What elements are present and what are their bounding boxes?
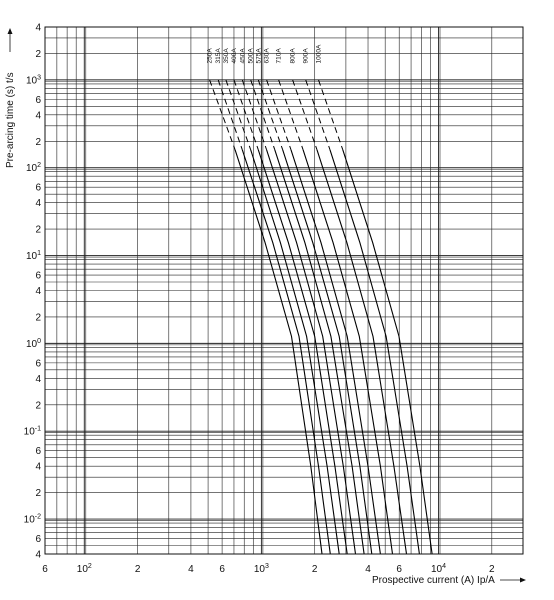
rating-label-500A: 500A: [247, 48, 255, 64]
rating-label-450A: 450A: [239, 48, 247, 64]
x-tick-label: $10^2$: [76, 563, 92, 575]
x-tick-exponent: 2: [87, 563, 92, 570]
y-tick-label: $10^{-2}$: [23, 513, 41, 526]
y-tick-label: $10^2$: [25, 162, 41, 175]
y-tick-label: 4: [35, 461, 41, 473]
x-tick-label: 4: [188, 564, 194, 575]
y-tick-label: 2: [35, 400, 41, 412]
y-tick-label: 4: [35, 373, 41, 385]
x-tick-label: 6: [219, 564, 225, 575]
y-tick-label: 2: [35, 488, 41, 500]
x-tick-label: 6: [396, 564, 402, 575]
y-tick-label: 4: [35, 22, 41, 34]
y-tick-label: $10^{-1}$: [23, 425, 41, 438]
rating-label-350A: 350A: [222, 48, 230, 64]
x-tick-exponent: 4: [442, 563, 447, 570]
y-tick-label: 2: [35, 136, 41, 148]
y-tick-label: 6: [35, 534, 41, 546]
y-tick-exponent: -2: [34, 513, 41, 521]
x-tick-label: 2: [489, 564, 495, 575]
y-tick-label: 4: [35, 198, 41, 210]
y-tick-label: 4: [35, 286, 41, 297]
y-tick-label: $10^1$: [25, 250, 41, 263]
y-axis-label: Pre-arcing time (s) t/s: [5, 72, 16, 168]
rating-label-575A: 575A: [255, 48, 263, 64]
x-tick-exponent: 3: [265, 563, 269, 570]
y-tick-label: $10^3$: [25, 74, 41, 87]
y-tick-label: 6: [35, 270, 41, 282]
x-tick-label: 2: [311, 564, 318, 575]
y-tick-label: 4: [35, 549, 41, 561]
rating-label-250A: 250A: [206, 48, 214, 64]
x-tick-label: 2: [134, 564, 141, 575]
y-tick-label: 2: [35, 224, 41, 236]
y-tick-exponent: 0: [37, 337, 41, 345]
y-tick-label: 6: [35, 94, 41, 106]
y-tick-label: 6: [35, 446, 41, 458]
rating-label-315A: 315A: [215, 48, 223, 64]
rating-label-900A: 900A: [302, 48, 310, 64]
x-tick-label: 4: [365, 564, 371, 575]
rating-label-1000A: 1000A: [315, 44, 323, 64]
rating-label-400A: 400A: [230, 48, 238, 64]
y-tick-label: 2: [35, 312, 41, 324]
y-tick-label: 6: [35, 358, 41, 370]
y-tick-exponent: 2: [37, 162, 41, 170]
x-tick-label: $10^3$: [253, 563, 269, 575]
x-tick-label: $10^4$: [430, 563, 447, 575]
x-axis-label: Prospective current (A) Ip/A: [372, 575, 495, 586]
x-tick-label: 6: [42, 564, 48, 575]
rating-label-710A: 710A: [275, 48, 283, 64]
y-tick-exponent: -1: [34, 425, 41, 433]
y-tick-exponent: 1: [37, 250, 41, 258]
y-tick-label: 2: [35, 48, 41, 60]
rating-label-630A: 630A: [263, 48, 271, 64]
y-tick-label: 6: [35, 182, 41, 194]
y-tick-exponent: 3: [37, 74, 41, 82]
y-tick-label: 4: [35, 110, 41, 122]
rating-label-800A: 800A: [289, 48, 297, 64]
y-tick-label: $10^0$: [25, 337, 41, 350]
